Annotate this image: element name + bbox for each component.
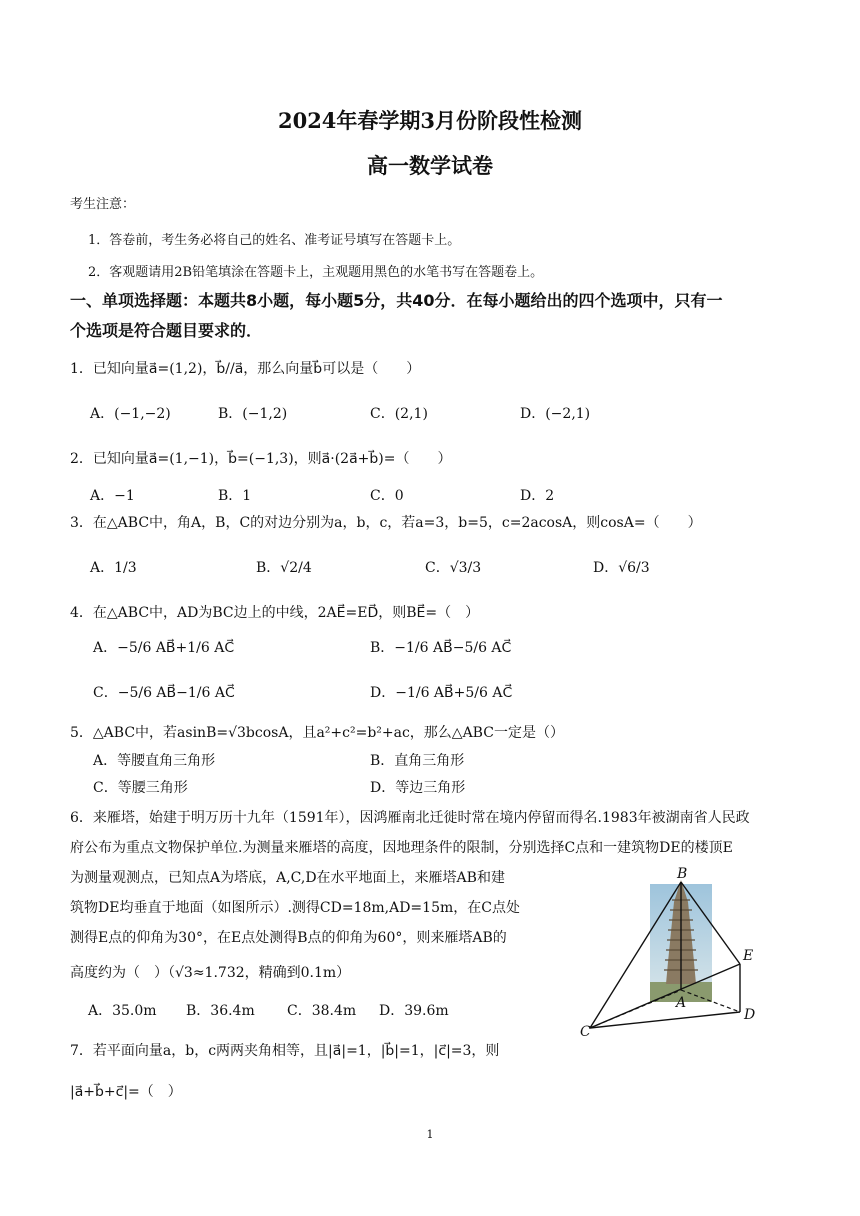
option: C．0 xyxy=(370,488,404,504)
label-b: B xyxy=(677,866,688,882)
option: B．√2/4 xyxy=(256,560,312,576)
section-heading-cont: 个选项是符合题目要求的． xyxy=(70,321,263,340)
section-heading: 一、单项选择题：本题共8小题，每小题5分，共40分．在每小题给出的四个选项中，只有一 xyxy=(70,291,723,310)
option: A．等腰直角三角形 xyxy=(93,753,216,769)
question-line: 7．若平面向量a，b，c两两夹角相等，且|a⃗|=1，|b⃗|=1，|c⃗|=3，则 xyxy=(70,1043,500,1059)
option: C．√3/3 xyxy=(425,560,482,576)
page-number: 1 xyxy=(426,1128,434,1141)
notice-item: 2．客观题请用2B铅笔填涂在答题卡上，主观题用黑色的水笔书写在答题卷上。 xyxy=(88,265,544,280)
option: D．2 xyxy=(520,488,555,504)
notice-item: 1．答卷前，考生务必将自己的姓名、准考证号填写在答题卡上。 xyxy=(88,233,461,248)
label-a: A xyxy=(676,995,687,1011)
option: C．38.4m xyxy=(287,1003,357,1019)
option: C．(2,1) xyxy=(370,406,428,422)
option: D．等边三角形 xyxy=(370,780,466,796)
option: A．1/3 xyxy=(90,560,137,576)
question-stem: 1．已知向量a⃗=(1,2)，b⃗//a⃗，那么向量b⃗可以是（ ） xyxy=(70,361,421,377)
option: B．−1/6 AB⃗−5/6 AC⃗ xyxy=(370,640,512,656)
notice-heading: 考生注意： xyxy=(70,197,136,212)
question-line: 为测量观测点，已知点A为塔底，A,C,D在水平地面上，来雁塔AB和建 xyxy=(70,870,505,886)
option: D．√6/3 xyxy=(593,560,650,576)
option: A．(−1,−2) xyxy=(90,406,171,422)
option: B．1 xyxy=(218,488,252,504)
label-e: E xyxy=(743,948,754,964)
question-stem: 5．△ABC中，若asinB=√3bcosA，且a²+c²=b²+ac，那么△ABC一定是（） xyxy=(70,725,564,741)
pagoda-figure xyxy=(580,862,770,1042)
option: A．35.0m xyxy=(88,1003,157,1019)
question-stem: 2．已知向量a⃗=(1,−1)，b⃗=(−1,3)，则a⃗·(2a⃗+b⃗)=（ ） xyxy=(70,451,452,467)
question-stem: 3．在△ABC中，角A，B，C的对边分别为a，b，c，若a=3，b=5，c=2acosA，则cosA=（ ） xyxy=(70,515,702,531)
option: C．等腰三角形 xyxy=(93,780,188,796)
question-stem: 4．在△ABC中，AD为BC边上的中线，2AE⃗=ED⃗，则BE⃗=（ ） xyxy=(70,605,480,621)
option: B．直角三角形 xyxy=(370,753,465,769)
exam-subtitle: 高一数学试卷 xyxy=(367,153,493,178)
option: D．(−2,1) xyxy=(520,406,591,422)
option: B．36.4m xyxy=(186,1003,255,1019)
question-line: 高度约为（ ）（√3≈1.732，精确到0.1m） xyxy=(70,965,351,981)
question-line: 6．来雁塔，始建于明万历十九年（1591年），因鸿雁南北迁徙时常在境内停留而得名.1983年被湖南省人民政 xyxy=(70,810,750,826)
option: B．(−1,2) xyxy=(218,406,288,422)
option: C．−5/6 AB⃗−1/6 AC⃗ xyxy=(93,685,235,701)
question-line: 府公布为重点文物保护单位.为测量来雁塔的高度，因地理条件的限制，分别选择C点和一建筑物DE的楼顶E xyxy=(70,840,733,856)
question-line: 测得E点的仰角为30°，在E点处测得B点的仰角为60°，则来雁塔AB的 xyxy=(70,930,507,946)
option: A．−1 xyxy=(90,488,135,504)
option: D．−1/6 AB⃗+5/6 AC⃗ xyxy=(370,685,513,701)
option: D．39.6m xyxy=(379,1003,449,1019)
question-line: 筑物DE均垂直于地面（如图所示）.测得CD=18m,AD=15m，在C点处 xyxy=(70,900,520,916)
exam-title: 2024年春学期3月份阶段性检测 xyxy=(277,108,583,133)
question-line: |a⃗+b⃗+c⃗|=（ ） xyxy=(70,1084,182,1100)
option: A．−5/6 AB⃗+1/6 AC⃗ xyxy=(93,640,235,656)
label-d: D xyxy=(744,1007,756,1023)
label-c: C xyxy=(580,1024,591,1040)
